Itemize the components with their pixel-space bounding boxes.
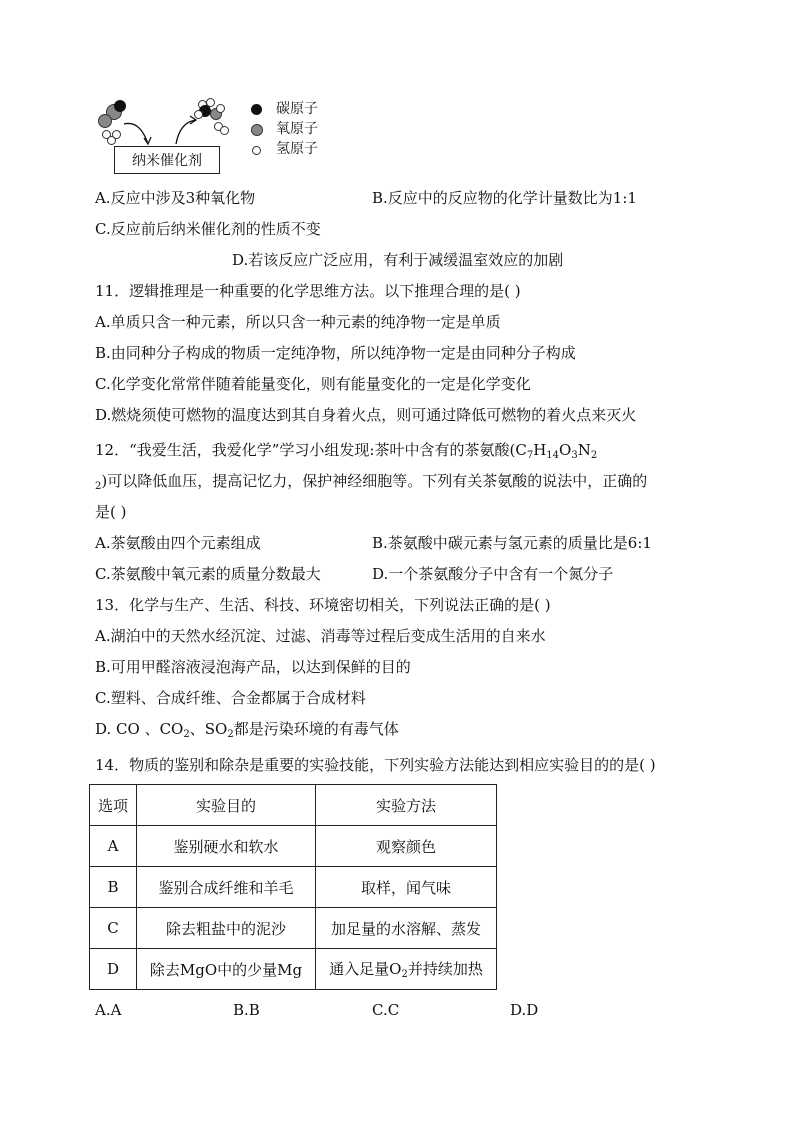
q12-stem-line3: 是( )	[95, 503, 127, 521]
experiment-table	[89, 784, 497, 990]
q11-option-d: D.燃烧须使可燃物的温度达到其自身着火点，则可通过降低可燃物的着火点来灭火	[95, 406, 637, 424]
q14-answer-c: C.C	[372, 1001, 400, 1019]
table-header-row	[90, 785, 497, 826]
q10-option-d: D.若该反应广泛应用，有利于减缓温室效应的加剧	[232, 251, 564, 269]
hydrogen-legend-icon	[252, 146, 261, 155]
legend-carbon: 碳原子	[276, 101, 318, 117]
catalyst-label: 纳米催化剂	[114, 146, 220, 174]
arrow-in-icon	[124, 123, 148, 144]
q11-stem: 11．逻辑推理是一种重要的化学思维方法。以下推理合理的是( )	[95, 282, 521, 300]
q14-answer-a: A.A	[95, 1001, 122, 1019]
table-row: B 鉴别合成纤维和羊毛 取样，闻气味	[90, 867, 497, 908]
header-purpose: 实验目的	[137, 785, 316, 826]
oxygen-legend-icon	[251, 124, 263, 136]
q13-option-b: B.可用甲醛溶液浸泡海产品，以达到保鲜的目的	[95, 658, 411, 676]
q11-option-c: C.化学变化常常伴随着能量变化，则有能量变化的一定是化学变化	[95, 375, 531, 393]
table-row: A 鉴别硬水和软水 观察颜色	[90, 826, 497, 867]
q10-option-a: A.反应中涉及3种氧化物	[95, 189, 256, 207]
reaction-arrows	[110, 110, 210, 150]
header-option: 选项	[90, 785, 137, 826]
q13-option-d: D. CO 、$CO_2$、$SO_2$都是污染环境的有毒气体	[95, 720, 399, 740]
legend-hydrogen: 氢原子	[276, 141, 318, 157]
q12-option-b: B.茶氨酸中碳元素与氢元素的质量比是6:1	[372, 534, 652, 552]
table-row: C 除去粗盐中的泥沙 加足量的水溶解、蒸发	[90, 908, 497, 949]
q14-answer-d: D.D	[510, 1001, 539, 1019]
hydrogen-atom-icon	[220, 126, 229, 135]
carbon-legend-icon	[251, 104, 262, 115]
q14-stem: 14．物质的鉴别和除杂是重要的实验技能，下列实验方法能达到相应实验目的的是( )	[95, 756, 656, 774]
q12-stem-line1: 12．“我爱生活，我爱化学”学习小组发现:茶叶中含有的茶氨酸($C_7H_{14}O_3N_2$	[95, 441, 598, 461]
arrow-out-icon	[176, 120, 196, 144]
q12-option-d: D.一个茶氨酸分子中含有一个氮分子	[372, 565, 614, 583]
q13-option-a: A.湖泊中的天然水经沉淀、过滤、消毒等过程后变成生活用的自来水	[95, 627, 546, 645]
q12-stem-line2: $_2$)可以降低血压，提高记忆力，保护神经细胞等。下列有关茶氨酸的说法中，正确的	[95, 472, 648, 492]
q12-option-c: C.茶氨酸中氧元素的质量分数最大	[95, 565, 321, 583]
q13-option-c: C.塑料、合成纤维、合金都属于合成材料	[95, 689, 366, 707]
header-method: 实验方法	[316, 785, 497, 826]
q10-option-c: C.反应前后纳米催化剂的性质不变	[95, 220, 321, 238]
q14-answer-b: B.B	[233, 1001, 260, 1019]
formula: $C_7H_{14}O_3N_2$	[515, 441, 598, 461]
hydrogen-atom-icon	[216, 104, 225, 113]
q11-option-a: A.单质只含一种元素，所以只含一种元素的纯净物一定是单质	[95, 313, 501, 331]
q10-option-b: B.反应中的反应物的化学计量数比为1:1	[372, 189, 637, 207]
table-row: D 除去MgO中的少量Mg 通入足量$O_2$并持续加热	[90, 949, 497, 990]
q12-option-a: A.茶氨酸由四个元素组成	[95, 534, 261, 552]
q13-stem: 13．化学与生产、生活、科技、环境密切相关，下列说法正确的是( )	[95, 596, 551, 614]
q11-option-b: B.由同种分子构成的物质一定纯净物，所以纯净物一定是由同种分子构成	[95, 344, 576, 362]
legend-oxygen: 氧原子	[276, 121, 318, 137]
